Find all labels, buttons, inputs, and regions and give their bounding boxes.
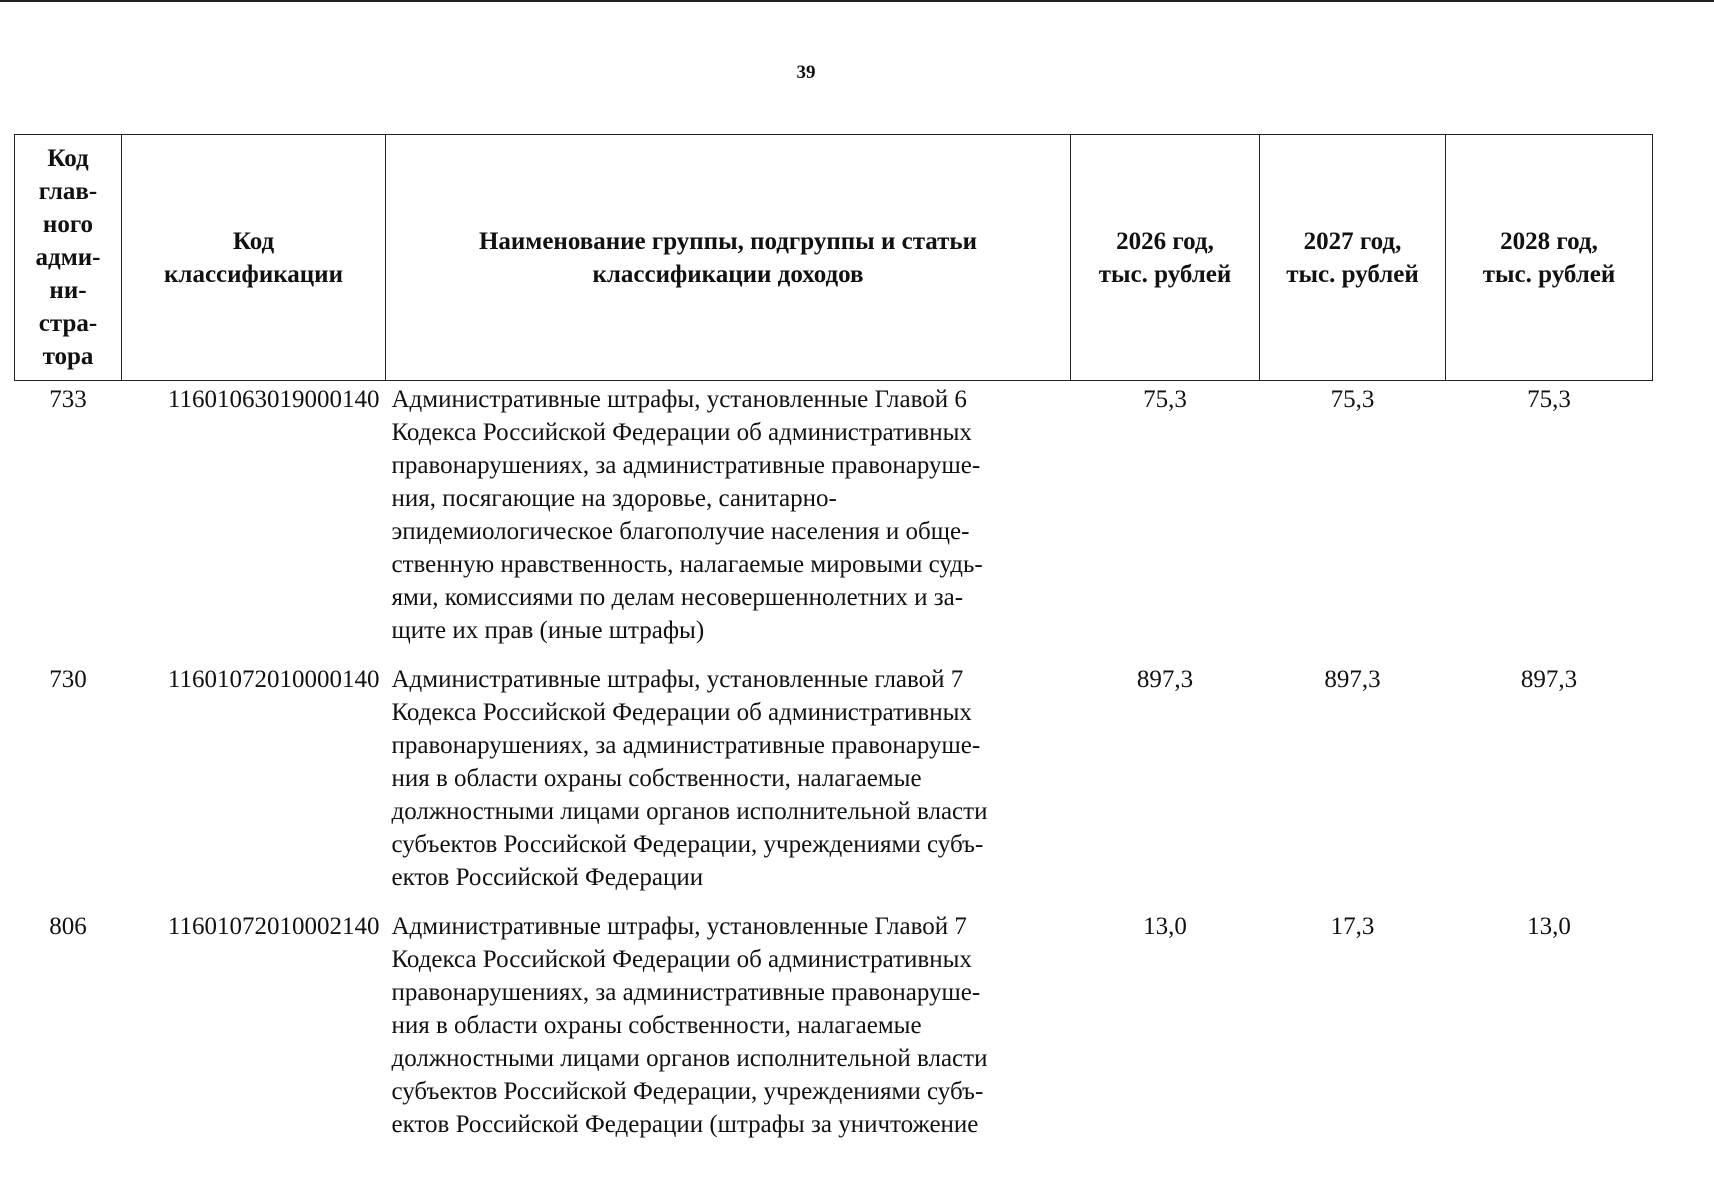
income-name-cell: Административные штрафы, установленные Главой 7 Кодекса Российской Федерации об административных правонарушениях, за административные правонаруше- ния в области охраны собственности, налагаемые должностными лицами органов исполнительной власти субъектов Российской Федерации, учреждениями субъ- ектов Российской Федерации (штрафы за уничтожение (391, 913, 988, 1138)
classification-code-cell: 11601072010002140 (167, 913, 380, 940)
admin-code-cell: 806 (49, 913, 87, 940)
value-2027-cell: 75,3 (1330, 386, 1375, 413)
page-number: 39 (796, 62, 816, 83)
value-2027-cell: 17,3 (1330, 913, 1375, 940)
table-header-row (15, 135, 1653, 381)
table-row (15, 908, 1653, 1155)
value-2028-cell: 13,0 (1527, 913, 1571, 940)
header-admin-code: Код глав- ного адми- ни- стра- тора (15, 135, 122, 381)
admin-code-cell: 733 (49, 386, 87, 413)
classification-code-cell: 11601072010000140 (167, 666, 380, 693)
classification-code-cell: 11601063019000140 (167, 386, 380, 413)
value-2026-cell: 897,3 (1136, 666, 1194, 693)
top-rule (0, 0, 1714, 2)
value-2026-cell: 75,3 (1143, 386, 1187, 413)
table-row (15, 381, 1653, 662)
value-2028-cell: 897,3 (1520, 666, 1578, 693)
header-income-name: Наименование группы, подгруппы и статьи классификации доходов (386, 135, 1071, 381)
table-row (15, 661, 1653, 908)
value-2027-cell: 897,3 (1324, 666, 1381, 693)
income-name-cell: Административные штрафы, установленные главой 7 Кодекса Российской Федерации об административных правонарушениях, за административные правонаруше- ния в области охраны собственности, налагаемые должностными лицами органов исполнительной власти субъектов Российской Федерации, учреждениями субъ- ектов Российской Федерации (391, 666, 988, 891)
revenue-table (14, 134, 1653, 1155)
header-classification-code: Код классификации (122, 135, 386, 381)
income-name-cell: Административные штрафы, установленные Главой 6 Кодекса Российской Федерации об административных правонарушениях, за административные правонаруше- ния, посягающие на здоровье, санитарно- эпидемиологическое благополучие населения и обще- ственную нравственность, налагаемые мировыми судь- ями, комиссиями по делам несовершеннолетних и за- щите их прав (иные штрафы) (391, 386, 983, 644)
value-2026-cell: 13,0 (1143, 913, 1187, 940)
header-year-2028: 2028 год, тыс. рублей (1446, 135, 1653, 381)
admin-code-cell: 730 (49, 666, 87, 693)
header-year-2026: 2026 год, тыс. рублей (1071, 135, 1260, 381)
header-year-2027: 2027 год, тыс. рублей (1260, 135, 1446, 381)
value-2028-cell: 75,3 (1527, 386, 1571, 413)
